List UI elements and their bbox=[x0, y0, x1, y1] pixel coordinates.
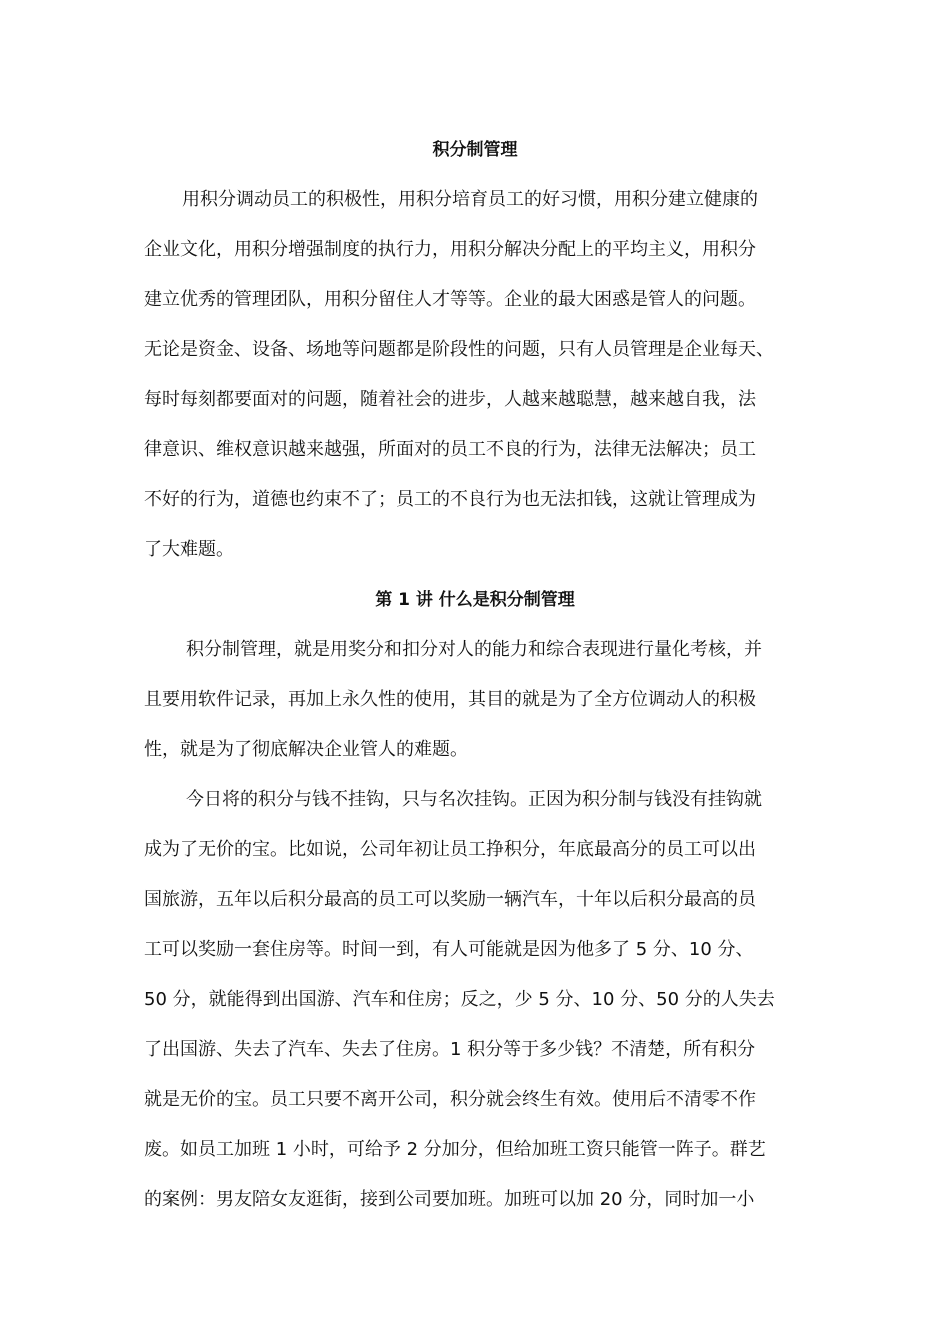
section-para2-line-4: 工可以奖励一套住房等。时间一到，有人可能就是因为他多了 5 分、10 分、 bbox=[144, 939, 754, 960]
section-para2-line-7: 就是无价的宝。员工只要不离开公司，积分就会终生有效。使用后不清零不作 bbox=[144, 1089, 756, 1110]
intro-line-4: 无论是资金、设备、场地等问题都是阶段性的问题，只有人员管理是企业每天、 bbox=[144, 339, 774, 360]
intro-line-7: 不好的行为，道德也约束不了；员工的不良行为也无法扣钱，这就让管理成为 bbox=[144, 489, 756, 510]
section-para2-line-9: 的案例：男友陪女友逛街，接到公司要加班。加班可以加 20 分，同时加一小 bbox=[144, 1189, 755, 1210]
intro-line-6: 律意识、维权意识越来越强，所面对的员工不良的行为，法律无法解决；员工 bbox=[144, 439, 756, 460]
section-para2-line-5: 50 分，就能得到出国游、汽车和住房；反之，少 5 分、10 分、50 分的人失去 bbox=[144, 989, 775, 1010]
section-para1-line-3: 性，就是为了彻底解决企业管人的难题。 bbox=[144, 739, 468, 760]
section-para2-line-6: 了出国游、失去了汽车、失去了住房。1 积分等于多少钱？不清楚，所有积分 bbox=[144, 1039, 756, 1060]
intro-line-8: 了大难题。 bbox=[144, 539, 234, 560]
document-title: 积分制管理 bbox=[432, 140, 518, 160]
intro-line-5: 每时每刻都要面对的问题，随着社会的进步，人越来越聪慧，越来越自我，法 bbox=[144, 389, 756, 410]
section-para2-line-2: 成为了无价的宝。比如说，公司年初让员工挣积分，年底最高分的员工可以出 bbox=[144, 839, 756, 860]
section-para2-line-3: 国旅游，五年以后积分最高的员工可以奖励一辆汽车，十年以后积分最高的员 bbox=[144, 889, 756, 910]
intro-line-1: 用积分调动员工的积极性，用积分培育员工的好习惯，用积分建立健康的 bbox=[182, 189, 758, 210]
section-para2-line-1: 今日将的积分与钱不挂钩，只与名次挂钩。正因为积分制与钱没有挂钩就 bbox=[186, 789, 762, 810]
section-para2-line-8: 废。如员工加班 1 小时，可给予 2 分加分，但给加班工资只能管一阵子。群艺 bbox=[144, 1139, 766, 1160]
intro-line-3: 建立优秀的管理团队，用积分留住人才等等。企业的最大困惑是管人的问题。 bbox=[144, 289, 756, 310]
intro-line-2: 企业文化，用积分增强制度的执行力，用积分解决分配上的平均主义，用积分 bbox=[144, 239, 756, 260]
section-para1-line-1: 积分制管理，就是用奖分和扣分对人的能力和综合表现进行量化考核，并 bbox=[186, 639, 762, 660]
section-heading: 第 1 讲 什么是积分制管理 bbox=[375, 590, 575, 610]
section-para1-line-2: 且要用软件记录，再加上永久性的使用，其目的就是为了全方位调动人的积极 bbox=[144, 689, 756, 710]
